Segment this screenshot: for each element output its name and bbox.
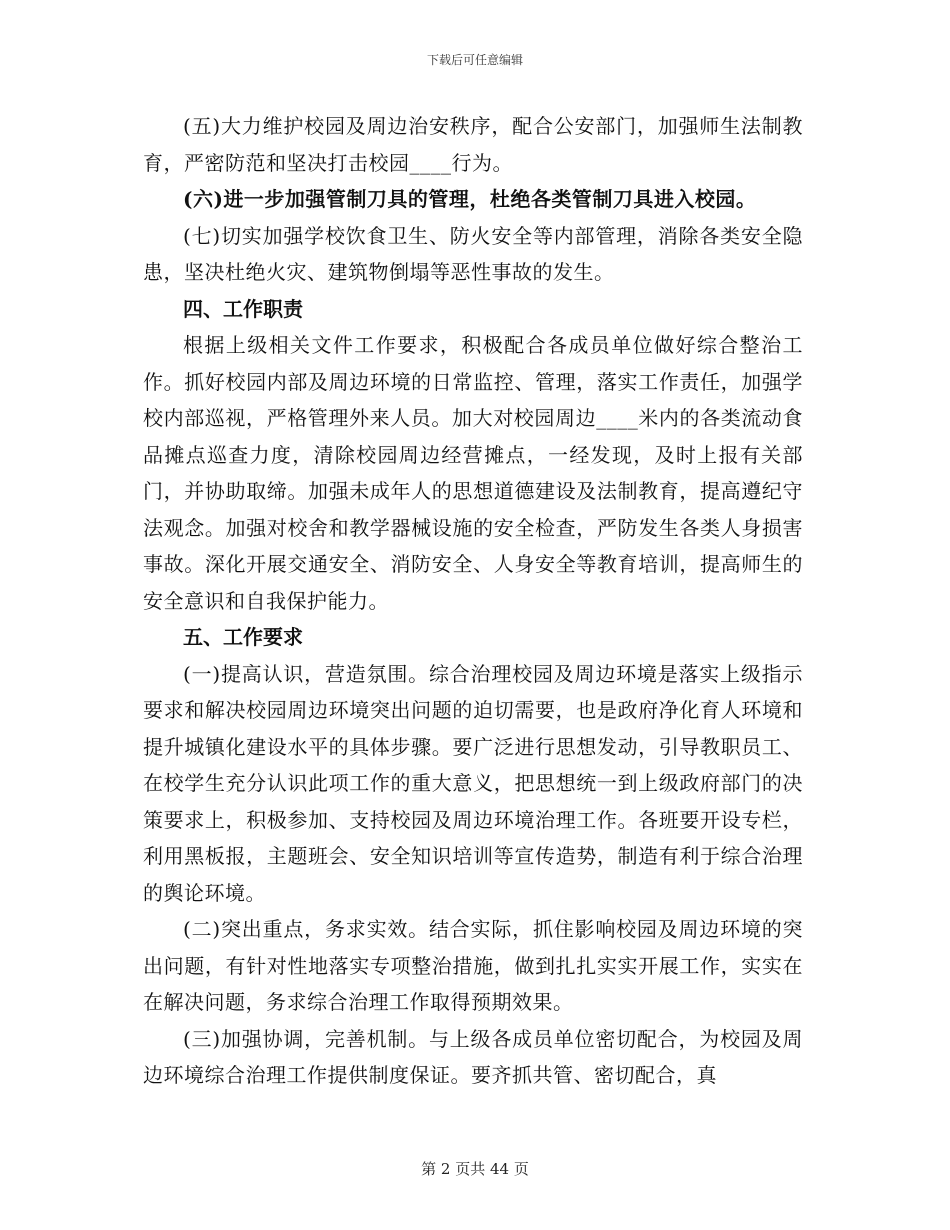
page-footer: 第 2 页共 44 页 <box>421 1160 529 1178</box>
paragraph-7: (七)切实加强学校饮食卫生、防火安全等内部管理，消除各类安全隐患，坚决杜绝火灾、建筑物倒塌等恶性事故的发生。 <box>143 223 803 284</box>
paragraph-5 <box>143 108 803 181</box>
paragraph-8-text: 根据上级相关文件工作要求，积极配合各成员单位做好综合整治工作。抓好校园内部及周边环境的日常监控、管理，落实工作责任，加强学校内部巡视，严格管理外来人员。加大对校园周边 <box>143 333 803 430</box>
paragraph-8 <box>143 327 803 619</box>
paragraph-9: (一)提高认识，营造氛围。综合治理校园及周边环境是落实上级指示要求和解决校园周边环境突出问题的迫切需要，也是政府净化育人环境和提升城镇化建设水平的具体步骤。要广泛进行思想发动，引导教职员工、在校学生充分认识此项工作的重大意义，把思想统一到上级政府部门的决策要求上，积极参加、支持校园及周边环境治理工作。各班要开设专栏，利用黑板报，主题班会、安全知识培训等宣传造势，制造有利于综合治理的舆论环境。 <box>143 661 803 905</box>
page-header: 下载后可任意编辑 <box>426 53 523 67</box>
fill-blank: ____ <box>596 406 639 430</box>
section-heading-4: 四、工作职责 <box>183 296 303 321</box>
paragraph-5-text: (五)大力维护校园及周边治安秩序，配合公安部门，加强师生法制教育，严密防范和坚决打击校园 <box>143 114 803 175</box>
paragraph-5-end: 行为。 <box>451 150 513 175</box>
fill-blank: ____ <box>409 150 452 175</box>
document-body <box>143 108 803 1094</box>
paragraph-8-end: 米内的各类流动食品摊点巡查力度，清除校园周边经营摊点，一经发现，及时上报有关部门，并协助取缔。加强未成年人的思想道德建设及法制教育，提高遵纪守法观念。加强对校舍和教学器械设施的安全检查，严防发生各类人身损害事故。深化开展交通安全、消防安全、人身安全等教育培训，提高师生的安全意识和自我保护能力。 <box>143 406 804 613</box>
paragraph-10: (二)突出重点，务求实效。结合实际，抓住影响校园及周边环境的突出问题，有针对性地落实专项整治措施，做到扎扎实实开展工作，实实在在解决问题，务求综合治理工作取得预期效果。 <box>143 917 803 1014</box>
paragraph-11: (三)加强协调，完善机制。与上级各成员单位密切配合，为校园及周边环境综合治理工作提供制度保证。要齐抓共管、密切配合，真 <box>143 1026 803 1087</box>
paragraph-6: (六)进一步加强管制刀具的管理，杜绝各类管制刀具进入校园。 <box>183 187 757 211</box>
section-heading-5: 五、工作要求 <box>183 625 303 649</box>
